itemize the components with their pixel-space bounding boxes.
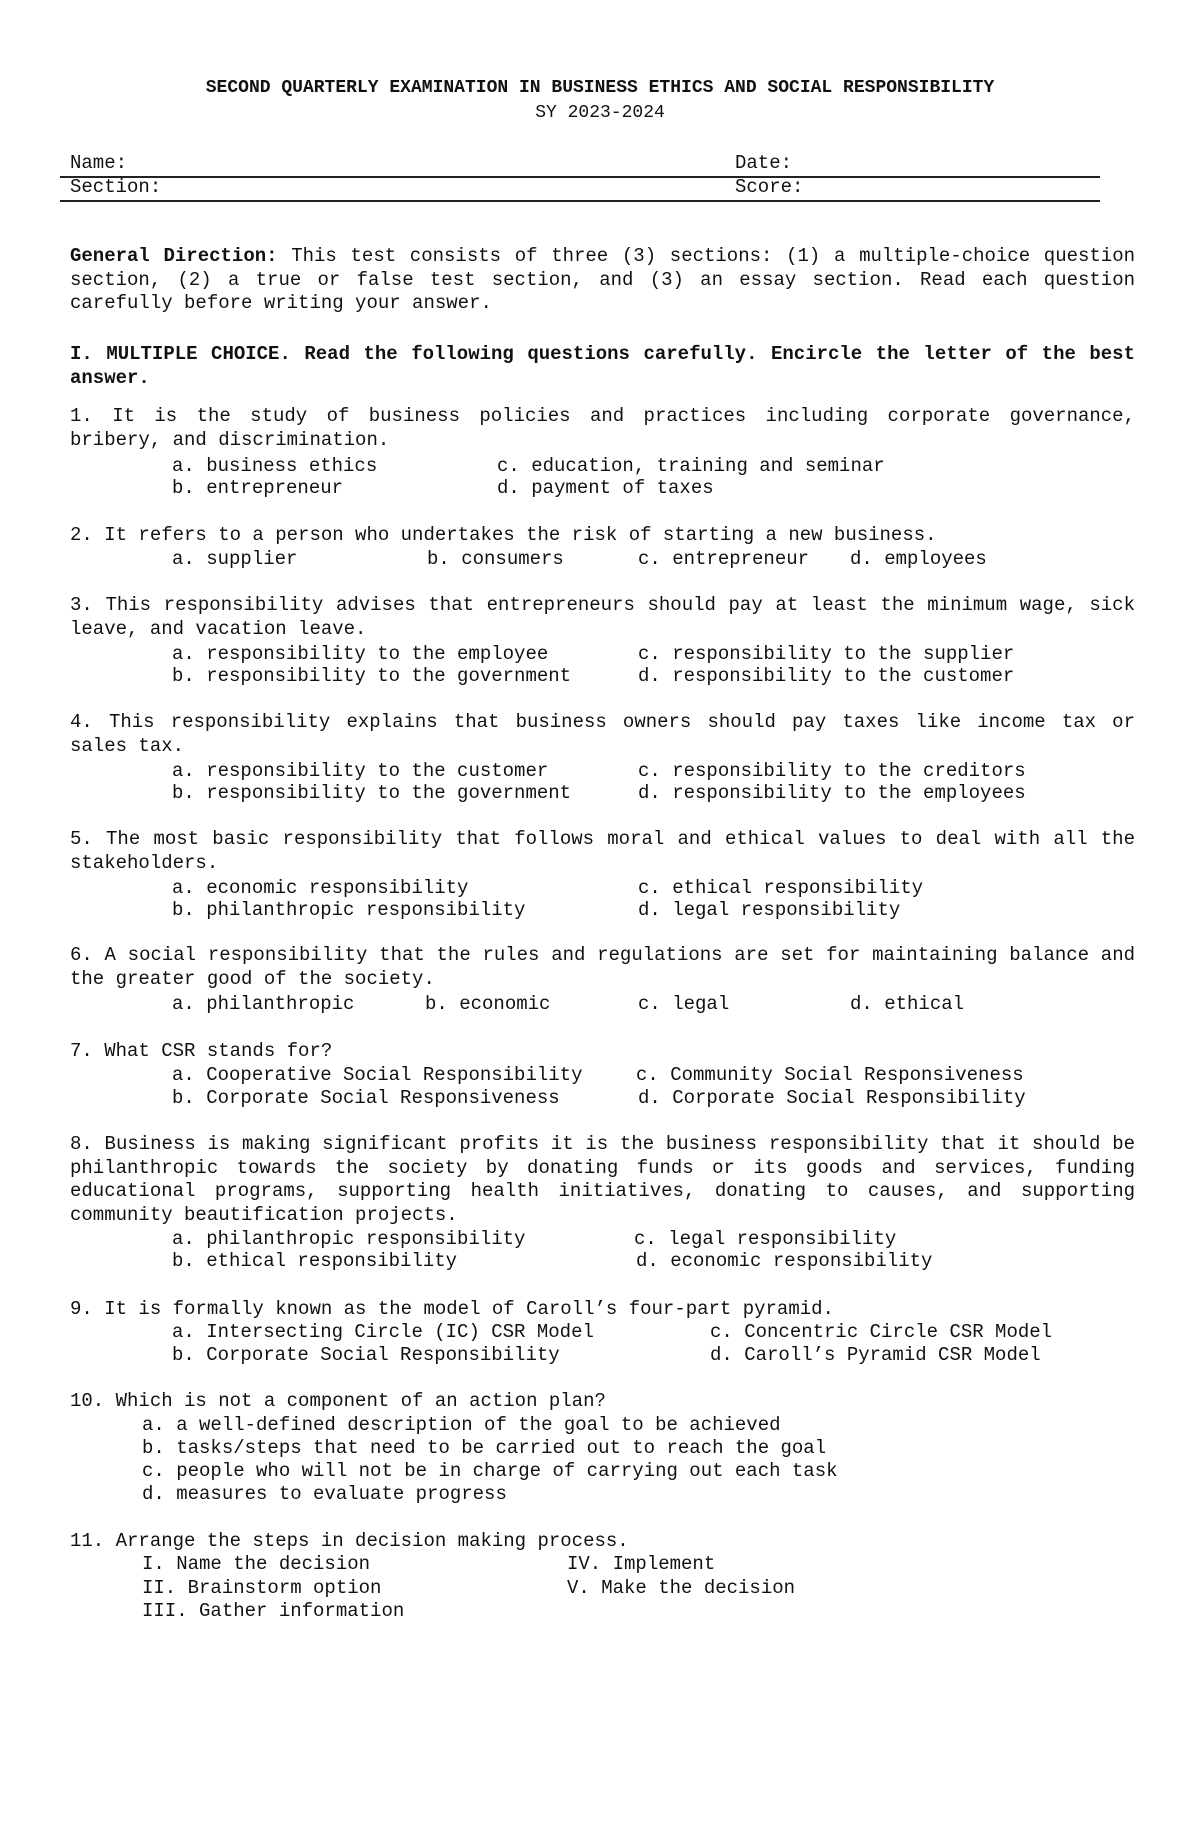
answer-choice[interactable]: c. Concentric Circle CSR Model [710,1321,1053,1343]
general-direction-label: General Direction: [70,245,278,267]
answer-choice[interactable]: c. Community Social Responsiveness [636,1064,1024,1086]
answer-choice[interactable]: d. Corporate Social Responsibility [638,1087,1026,1109]
answer-choice[interactable]: b. philanthropic responsibility [172,899,526,921]
answer-choice[interactable]: d. legal responsibility [638,899,901,921]
question-stem: 5. The most basic responsibility that follows moral and ethical values to deal with all the stakeholders. [70,828,1135,874]
answer-choice[interactable]: c. legal responsibility [634,1228,897,1250]
answer-choice[interactable]: b. consumers [427,548,564,570]
answer-choice[interactable]: b. Corporate Social Responsibility [172,1344,560,1366]
answer-choice[interactable]: b. responsibility to the government [172,665,572,687]
answer-choice[interactable]: a. philanthropic [172,993,355,1015]
step-item: V. Make the decision [567,1577,796,1599]
date-field-label: Date: [735,152,793,174]
answer-choice[interactable]: a. economic responsibility [172,877,469,899]
answer-choice[interactable]: c. legal [638,993,730,1015]
answer-choice[interactable]: b. entrepreneur [172,477,344,499]
question-stem: 7. What CSR stands for? [70,1040,333,1062]
question-stem: 3. This responsibility advises that entrepreneurs should pay at least the minimum wage, sick leave, and vacation leave. [70,594,1135,640]
step-item: III. Gather information [142,1600,405,1622]
answer-choice[interactable]: a. supplier [172,548,298,570]
question-stem: 9. It is formally known as the model of Caroll’s four-part pyramid. [70,1298,834,1320]
answer-choice[interactable]: a. responsibility to the customer [172,760,549,782]
exam-title: SECOND QUARTERLY EXAMINATION IN BUSINESS ETHICS AND SOCIAL RESPONSIBILITY [205,78,995,98]
answer-choice[interactable]: d. ethical [850,993,965,1015]
answer-choice[interactable]: c. people who will not be in charge of carrying out each task [142,1460,838,1482]
question-stem: 6. A social responsibility that the rules and regulations are set for maintaining balance and the greater good of the society. [70,944,1135,990]
step-item: I. Name the decision [142,1553,371,1575]
answer-choice[interactable]: a. Intersecting Circle (IC) CSR Model [172,1321,594,1343]
step-item: IV. Implement [567,1553,716,1575]
answer-choice[interactable]: d. economic responsibility [636,1250,933,1272]
question-stem: 4. This responsibility explains that business owners should pay taxes like income tax or sales tax. [70,711,1135,757]
school-year: SY 2023-2024 [535,103,665,123]
section-field-label: Section: [70,176,162,198]
answer-choice[interactable]: a. business ethics [172,455,378,477]
answer-choice[interactable]: c. ethical responsibility [638,877,924,899]
answer-choice[interactable]: a. a well-defined description of the goal to be achieved [142,1414,781,1436]
answer-choice[interactable]: d. responsibility to the customer [638,665,1015,687]
answer-choice[interactable]: b. economic [425,993,551,1015]
question-stem: 10. Which is not a component of an action plan? [70,1390,606,1412]
answer-choice[interactable]: b. ethical responsibility [172,1250,458,1272]
general-direction-text: This test consists of three (3) sections: (1) a multiple-choice question section, (2) a true or false test section, and (3) an essay section. Read each question carefully before writing your answer. [70,245,1136,314]
answer-choice[interactable]: a. philanthropic responsibility [172,1228,526,1250]
answer-choice[interactable]: c. entrepreneur [638,548,810,570]
score-field-label: Score: [735,176,804,198]
question-stem: 2. It refers to a person who undertakes the risk of starting a new business. [70,524,937,546]
section-score-row [60,176,1100,202]
answer-choice[interactable]: b. Corporate Social Responsiveness [172,1087,560,1109]
answer-choice[interactable]: a. Cooperative Social Responsibility [172,1064,583,1086]
answer-choice[interactable]: b. tasks/steps that need to be carried out to reach the goal [142,1437,827,1459]
question-stem: 1. It is the study of business policies and practices including corporate governance, bribery, and discrimination. [70,405,1135,451]
answer-choice[interactable]: d. responsibility to the employees [638,782,1026,804]
question-stem: 8. Business is making significant profits it is the business responsibility that it should be philanthropic towards the society by donating funds or its goods and services, funding educational programs, supporting health initiatives, donating to causes, and supporting community beautification projects. [70,1133,1135,1226]
general-direction [70,245,1135,316]
name-field-label: Name: [70,152,128,174]
step-item: II. Brainstorm option [142,1577,382,1599]
answer-choice[interactable]: c. responsibility to the creditors [638,760,1026,782]
answer-choice[interactable]: d. measures to evaluate progress [142,1483,507,1505]
name-date-row [60,152,1100,178]
answer-choice[interactable]: b. responsibility to the government [172,782,572,804]
answer-choice[interactable]: d. employees [850,548,987,570]
answer-choice[interactable]: d. Caroll’s Pyramid CSR Model [710,1344,1041,1366]
answer-choice[interactable]: a. responsibility to the employee [172,643,549,665]
question-stem: 11. Arrange the steps in decision making process. [70,1530,629,1552]
answer-choice[interactable]: c. responsibility to the supplier [638,643,1015,665]
answer-choice[interactable]: d. payment of taxes [497,477,714,499]
part1-heading: I. MULTIPLE CHOICE. Read the following questions carefully. Encircle the letter of the best answer. [70,343,1135,389]
answer-choice[interactable]: c. education, training and seminar [497,455,885,477]
